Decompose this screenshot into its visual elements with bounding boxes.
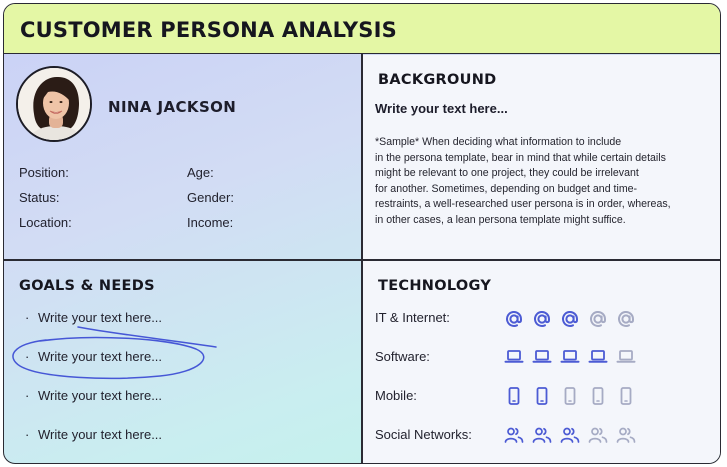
phone-icon <box>504 386 524 406</box>
phone-icon <box>532 386 552 406</box>
goal-item <box>25 427 162 442</box>
bullet: · <box>25 349 30 364</box>
background-text <box>375 135 715 229</box>
users-icon <box>588 425 608 445</box>
field-age: Age: <box>187 165 214 180</box>
persona-name: NINA JACKSON <box>108 98 237 116</box>
phone-icon <box>616 386 636 406</box>
tech-label-it: IT & Internet: <box>375 310 450 325</box>
bullet: · <box>25 388 30 403</box>
goal-item <box>25 349 162 364</box>
at-icon <box>504 309 524 329</box>
technology-title: TECHNOLOGY <box>378 278 492 294</box>
field-income: Income: <box>187 215 234 230</box>
at-icon <box>532 309 552 329</box>
at-icon <box>616 309 636 329</box>
users-icon <box>560 425 580 445</box>
laptop-icon <box>532 346 552 366</box>
phone-icon <box>560 386 580 406</box>
background-heading: Write your text here... <box>375 101 508 116</box>
laptop-icon <box>504 346 524 366</box>
header-bar <box>4 4 720 54</box>
bullet: · <box>25 310 30 325</box>
field-location: Location: <box>19 215 72 230</box>
at-icon <box>588 309 608 329</box>
goal-text: Write your text here... <box>38 388 163 403</box>
rating-mobile <box>504 386 636 406</box>
background-line: restraints, a well-researched user persona is in order, whereas, <box>375 198 671 211</box>
goal-text: Write your text here... <box>38 310 163 325</box>
laptop-icon <box>560 346 580 366</box>
users-icon <box>504 425 524 445</box>
goal-text: Write your text here... <box>38 349 163 364</box>
laptop-icon <box>616 346 636 366</box>
tech-label-software: Software: <box>375 349 430 364</box>
avatar <box>16 66 92 142</box>
goal-item <box>25 388 162 403</box>
background-line: might be relevant to one project, they could be irrelevant <box>375 167 639 180</box>
background-title: BACKGROUND <box>378 72 497 88</box>
background-line: in the persona template, bear in mind that while certain details <box>375 151 666 164</box>
horizontal-divider <box>4 259 720 261</box>
goals-title: GOALS & NEEDS <box>19 278 155 294</box>
field-position: Position: <box>19 165 69 180</box>
rating-it <box>504 309 636 329</box>
rating-software <box>504 346 636 366</box>
phone-icon <box>588 386 608 406</box>
goal-text: Write your text here... <box>38 427 163 442</box>
users-icon <box>532 425 552 445</box>
bullet: · <box>25 427 30 442</box>
background-line: *Sample* When deciding what information to include <box>375 136 622 148</box>
laptop-icon <box>588 346 608 366</box>
background-line: in other cases, a lean persona template might suffice. <box>375 213 626 226</box>
field-gender: Gender: <box>187 190 234 205</box>
tech-label-mobile: Mobile: <box>375 388 417 403</box>
at-icon <box>560 309 580 329</box>
users-icon <box>616 425 636 445</box>
field-status: Status: <box>19 190 60 205</box>
page-title: CUSTOMER PERSONA ANALYSIS <box>20 18 397 42</box>
goal-item <box>25 310 162 325</box>
background-line: for another. Sometimes, depending on budget and time- <box>375 182 638 195</box>
rating-social <box>504 425 636 445</box>
tech-label-social: Social Networks: <box>375 427 472 442</box>
